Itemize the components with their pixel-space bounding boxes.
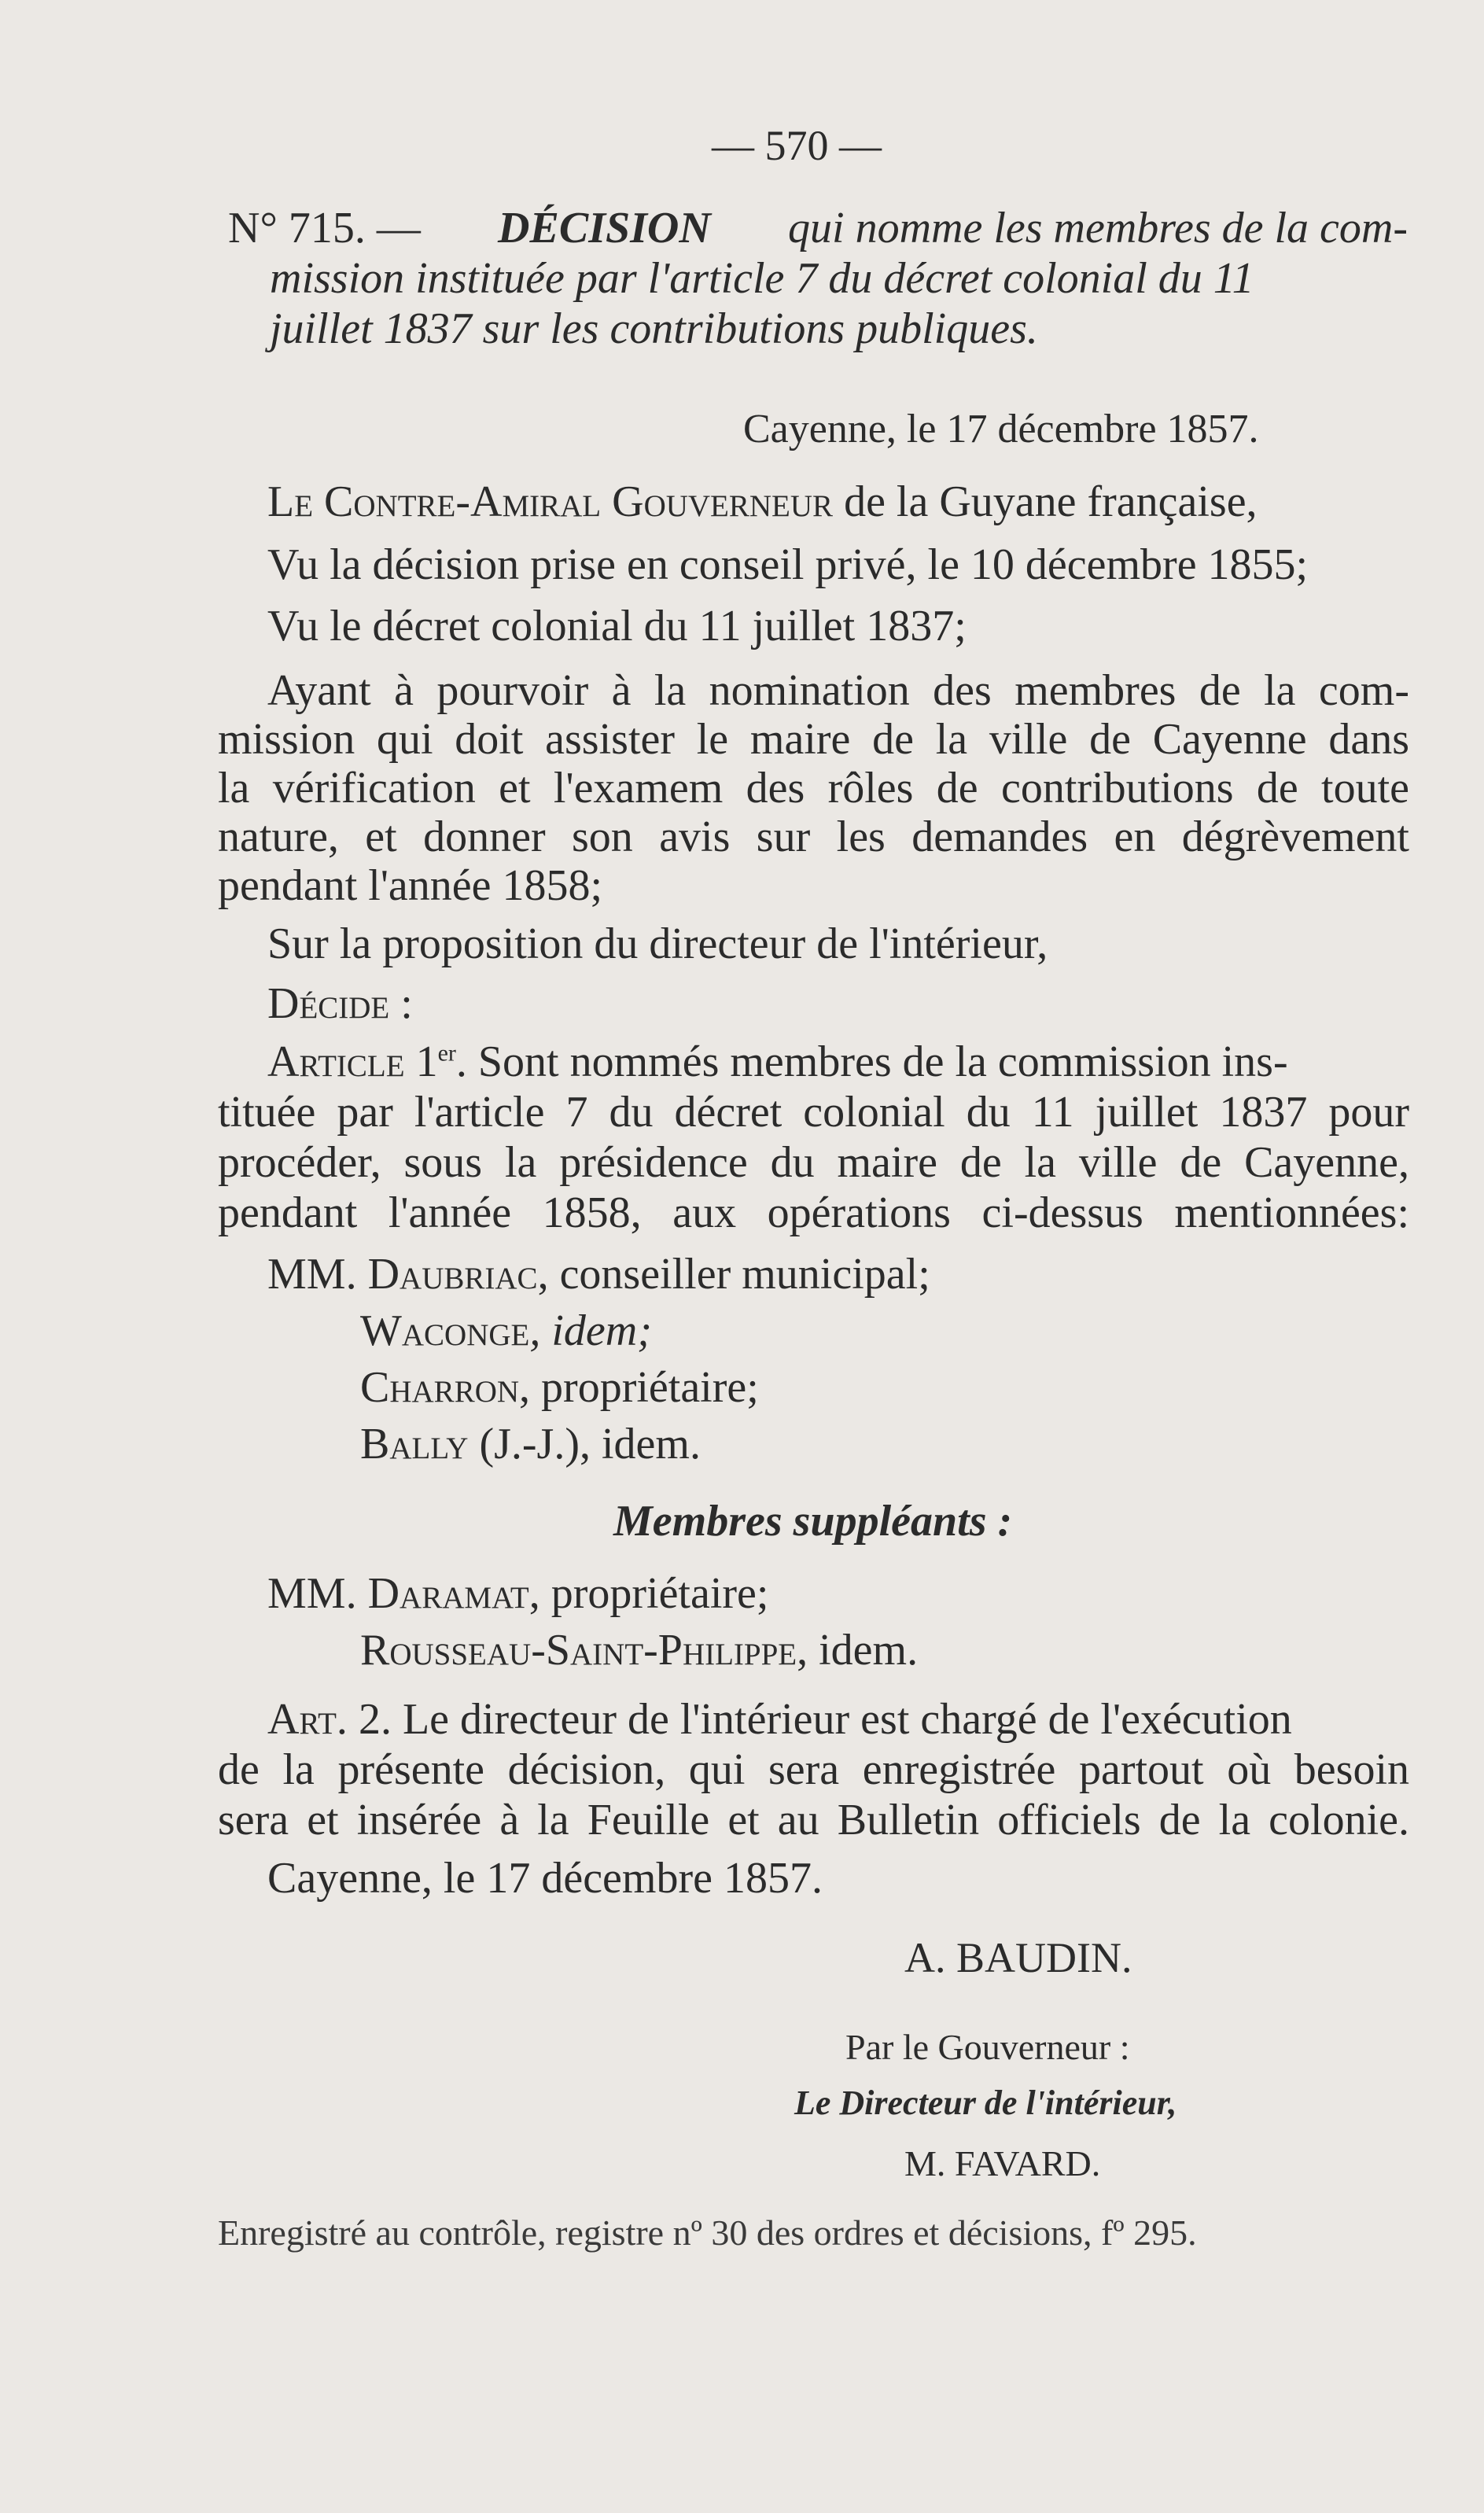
member-prefix: MM. [267,1569,368,1618]
article-2-text: 2. Le directeur de l'intérieur est chargé de l'exécution [347,1695,1292,1744]
suppleants-heading: Membres suppléants : [613,1497,1013,1546]
member-role: (J.-J.), idem. [468,1420,701,1468]
ayant-line-1: Ayant à pourvoir à la nomination des membres de la com- [267,666,1409,715]
member-name: Daubriac [367,1250,538,1299]
authority-rest: de la Guyane française, [844,477,1258,526]
suppleant-daramat [267,1569,769,1618]
article-1-label: Article 1 [267,1037,438,1086]
article-2-line-3: sera et insérée à la Feuille et au Bulletin officiels de la colonie. [218,1796,1409,1844]
authority-line [267,477,1258,526]
article-1-line-1 [267,1037,1409,1086]
authority-title: Le Contre-Amiral Gouverneur [267,477,834,526]
member-bally [360,1422,701,1466]
article-1-line-2: tituée par l'article 7 du décret colonial du 11 juillet 1837 pour [218,1088,1409,1137]
closing-date: Cayenne, le 17 décembre 1857. [267,1854,823,1903]
member-role: , propriétaire; [519,1363,759,1412]
directeur-name: M. FAVARD. [904,2143,1101,2183]
sur-proposition: Sur la proposition du directeur de l'intérieur, [267,919,1048,968]
member-role: , idem; [529,1306,652,1355]
ayant-line-4: nature, et donner son avis sur les demandes en dégrèvement [218,812,1409,861]
article-1-sup: er [437,1040,456,1067]
vu-decision: Vu la décision prise en conseil privé, le 10 décembre 1855; [267,540,1309,589]
ayant-line-3: la vérification et l'examem des rôles de contributions de toute [218,764,1409,812]
decide: Décide : [267,979,413,1028]
decision-number: N° 715. — [228,204,421,252]
ayant-line-2: mission qui doit assister le maire de la ville de Cayenne dans [218,715,1409,764]
par-gouverneur: Par le Gouverneur : [845,2027,1130,2067]
member-daubriac [267,1250,930,1299]
decision-header-line-2: mission instituée par l'article 7 du décret colonial du 11 [270,254,1254,303]
article-2-line-1 [267,1695,1409,1744]
member-waconge [360,1306,652,1355]
article-1-text: . Sont nommés membres de la commission ins- [455,1037,1288,1086]
member-name: Charron [360,1363,520,1412]
suppleant-rousseau [360,1626,919,1675]
article-2-label: Art. [267,1695,348,1744]
article-1-line-4: pendant l'année 1858, aux opérations ci-dessus mentionnées: [218,1188,1409,1237]
member-role: , idem. [797,1626,919,1675]
member-name: Daramat [367,1569,529,1618]
signature: A. BAUDIN. [904,1934,1132,1981]
member-prefix: MM. [267,1250,368,1299]
member-name: Waconge [360,1306,530,1355]
page-number: — 570 — [712,122,882,169]
ayant-line-5: pendant l'année 1858; [218,861,603,910]
decision-header-line-3: juillet 1837 sur les contributions publiques. [270,304,1038,353]
article-2-line-2: de la présente décision, qui sera enregistrée partout où besoin [218,1745,1409,1794]
member-role: , conseiller municipal; [537,1250,930,1299]
decision-header-line-1 [228,206,1408,250]
decision-title-rest: qui nomme les membres de la com- [788,204,1408,252]
member-name: Rousseau-Saint-Philippe [360,1626,797,1675]
registration-footer: Enregistré au contrôle, registre nº 30 des ordres et décisions, fº 295. [218,2213,1197,2253]
member-role: , propriétaire; [528,1569,769,1618]
directeur-title: Le Directeur de l'intérieur, [794,2084,1177,2122]
article-1-line-3: procéder, sous la présidence du maire de la ville de Cayenne, [218,1138,1409,1187]
decision-title: DÉCISION [498,204,711,252]
vu-decret: Vu le décret colonial du 11 juillet 1837; [267,602,967,650]
place-date: Cayenne, le 17 décembre 1857. [743,407,1259,451]
member-charron [360,1363,759,1412]
member-name: Bally [360,1420,469,1468]
